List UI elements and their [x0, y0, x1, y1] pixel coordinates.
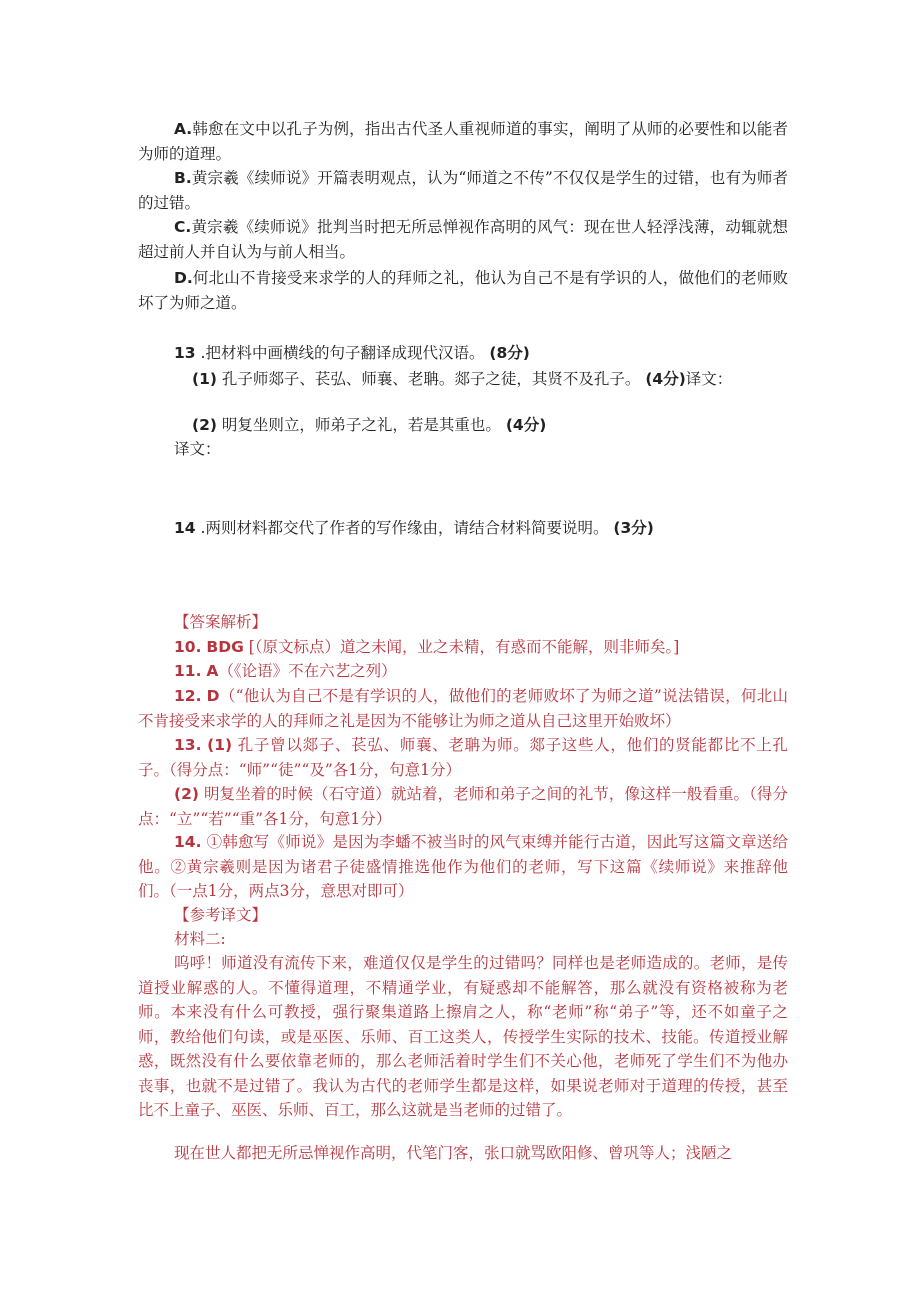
sub1-number: (1) — [192, 370, 217, 388]
answer-13-2-text: 明复坐着的时候（石守道）就站着，老师和弟子之间的礼节，像这样一般看重。（得分点：“立”“若”“重”各1分，句意1分） — [138, 785, 788, 828]
question-13-stem: .把材料中画横线的句子翻译成现代汉语。 — [200, 344, 485, 362]
option-a — [138, 117, 788, 166]
translation-heading: 【参考译文】 — [174, 906, 268, 924]
answer-14-text: ①韩愈写《师说》是因为李蟠不被当时的风气束缚并能行古道，因此写这篇文章送给他。②黄宗羲则是因为诸君子徒盛情推选他作为他们的老师，写下这篇《续师说》来推辞他们。（一点1分，两点3分，意思对即可） — [138, 833, 788, 900]
answer-13-sub2: (2) — [174, 785, 199, 803]
answer-10-key: BDG — [206, 638, 244, 656]
answer-13-1 — [138, 733, 788, 782]
answer-13-1-text: 孔子曾以郯子、苌弘、师襄、老聃为师。郯子这些人，他们的贤能都比不上孔子。（得分点：“师”“徒”“及”各1分，句意1分） — [138, 736, 788, 779]
question-13-score: (8分) — [489, 344, 530, 362]
question-14-score: (3分) — [613, 519, 654, 537]
answer-12-number: 12. — [174, 687, 202, 705]
option-d-text: 何北山不肯接受来求学的人的拜师之礼，他认为自己不是有学识的人，做他们的老师败坏了为师之道。 — [138, 269, 788, 312]
question-14-number: 14 — [174, 519, 196, 537]
sub2-text: 明复坐则立，师弟子之礼，若是其重也。 — [221, 416, 501, 434]
answer-11 — [174, 659, 397, 684]
answer-14-number: 14. — [174, 833, 202, 851]
answer-10-number: 10. — [174, 638, 202, 656]
answer-12-key: D — [206, 687, 220, 705]
option-d — [138, 266, 788, 315]
answer-13-2 — [138, 782, 788, 831]
translation-material-label: 材料二: — [174, 930, 226, 948]
question-14 — [174, 516, 654, 541]
answer-10 — [174, 635, 679, 660]
answer-13-sub1: (1) — [207, 736, 233, 754]
option-c-label: C. — [174, 218, 192, 236]
answer-11-number: 11. — [174, 662, 202, 680]
answer-13-number: 13. — [174, 736, 202, 754]
question-14-stem: .两则材料都交代了作者的写作缘由，请结合材料简要说明。 — [200, 519, 609, 537]
translation-paragraph-1: 呜呼！师道没有流传下来，难道仅仅是学生的过错吗？同样也是老师造成的。老师，是传道授业解惑的人。不懂得道理，不精通学业，有疑惑却不能解答，那么就没有资格被称为老师。本来没有什么可教授，强行聚集道路上擦肩之人，称“老师”称“弟子”等，还不如童子之师，教给他们句读，或是巫医、乐师、百工这类人，传授学生实际的技术、技能。传道授业解惑，既然没有什么要依靠老师的，那么老师活着时学生们不关心他，老师死了学生们不为他办丧事，也就不是过错了。我认为古代的老师学生都是这样，如果说老师对于道理的传授，甚至比不上童子、巫医、乐师、百工，那么这就是当老师的过错了。 — [138, 954, 788, 1119]
sub1-score: (4分) — [645, 370, 686, 388]
answer-11-key: A — [206, 662, 219, 680]
sub1-translate-label: 译文： — [685, 370, 733, 388]
question-13 — [174, 341, 530, 366]
answer-11-text: （《论语》不在六艺之列） — [218, 662, 397, 680]
question-13-number: 13 — [174, 344, 196, 362]
answer-12-text: （“他认为自己不是有学识的人，做他们的老师败坏了为师之道”说法错误，何北山不肯接受来求学的人的拜师之礼是因为不能够让为师之道从自己这里开始败坏） — [138, 687, 788, 730]
question-13-sub1 — [192, 367, 732, 392]
option-d-label: D. — [174, 269, 193, 287]
option-c — [138, 215, 788, 264]
sub2-score: (4分) — [505, 416, 547, 434]
option-a-text: 韩愈在文中以孔子为例，指出古代圣人重视师道的事实，阐明了从师的必要性和以能者为师的道理。 — [138, 120, 788, 163]
option-b-label: B. — [174, 169, 192, 187]
option-b — [138, 166, 788, 215]
sub1-text: 孔子师郯子、苌弘、师襄、老聃。郯子之徒，其贤不及孔子。 — [221, 370, 641, 388]
question-13-translate-label: 译文： — [174, 440, 221, 458]
answer-12 — [138, 684, 788, 733]
question-13-sub2 — [192, 413, 546, 438]
option-c-text: 黄宗羲《续师说》批判当时把无所忌惮视作高明的风气：现在世人轻浮浅薄，动辄就想超过前人并自认为与前人相当。 — [138, 218, 788, 261]
answer-10-text: [（原文标点）道之未闻，业之未精，有惑而不能解，则非师矣。] — [248, 638, 680, 656]
option-b-text: 黄宗羲《续师说》开篇表明观点，认为“师道之不传”不仅仅是学生的过错，也有为师者的过错。 — [138, 169, 788, 212]
option-a-label: A. — [174, 120, 193, 138]
answer-heading: 【答案解析】 — [174, 613, 268, 631]
answer-14 — [138, 830, 788, 904]
translation-paragraph-2: 现在世人都把无所忌惮视作高明，代笔门客，张口就骂欧阳修、曾巩等人；浅陋之 — [174, 1144, 733, 1162]
sub2-number: (2) — [192, 416, 217, 434]
